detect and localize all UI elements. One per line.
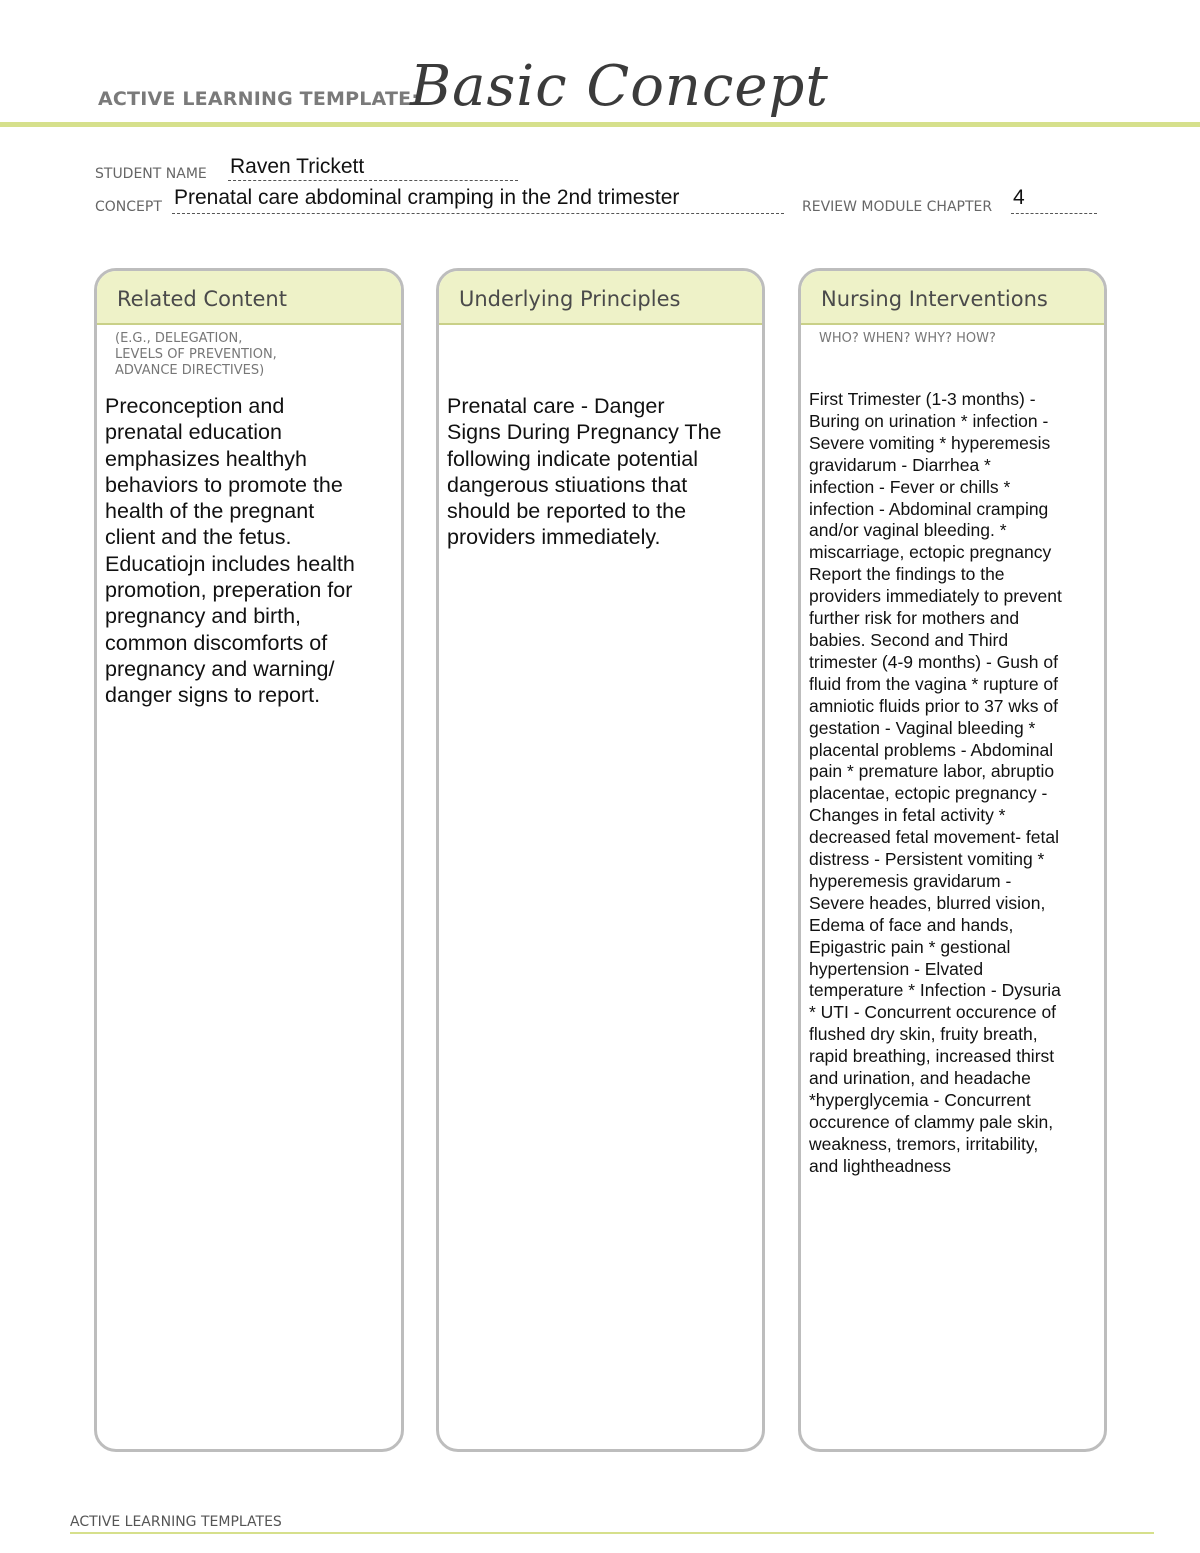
review-module-underline [1011,213,1097,214]
concept-label: CONCEPT [95,199,162,215]
review-module-field[interactable]: 4 [1013,186,1025,209]
related-content-body[interactable]: Preconception and prenatal education emphasizes healthyh behaviors to promote the health of the pregnant client and the fetus. Educatiojn includes health promotion, preperation for pregnancy and birth, common discomforts of pregnancy and warning/ danger signs to report. [105,394,355,708]
related-content-panel [94,268,404,1452]
review-module-label: REVIEW MODULE CHAPTER [802,199,993,215]
concept-underline [172,213,784,214]
student-name-underline [228,180,518,181]
underlying-principles-panel [436,268,765,1452]
nursing-interventions-body[interactable]: First Trimester (1-3 months) - Buring on urination * infection - Severe vomiting * hyperemesis gravidarum - Diarrhea * infection - Fever or chills * infection - Abdominal cramping and/or vaginal bleeding. * miscarriage, ectopic pregnancy Report the findings to the providers immediately to prevent further risk for mothers and babies. Second and Third trimester (4-9 months) - Gush of fluid from the vagina * rupture of amniotic fluids prior to 37 wks of gestation - Vaginal bleeding * placental problems - Abdominal pain * premature labor, abruptio placentae, ectopic pregnancy - Changes in fetal activity * decreased fetal movement- fetal distress - Persistent vomiting * hyperemesis gravidarum - Severe heades, blurred vision, Edema of face and hands, Epigastric pain * gestional hypertension - Elvated temperature * Infection - Dysuria * UTI - Concurrent occurence of flushed dry skin, fruity breath, rapid breathing, increased thirst and urination, and headache *hyperglycemia - Concurrent occurence of clammy pale skin, weakness, tremors, irritability, and lightheadness [809,389,1062,1176]
student-name-label: STUDENT NAME [95,166,207,182]
nursing-interventions-panel [798,268,1107,1452]
underlying-principles-body[interactable]: Prenatal care - Danger Signs During Pregnancy The following indicate potential dangerous stiuations that should be reported to the providers immediately. [447,394,722,550]
underlying-principles-title: Underlying Principles [459,287,681,311]
nursing-interventions-title: Nursing Interventions [821,287,1048,311]
header-divider [0,122,1200,127]
related-content-header [97,271,401,325]
nursing-interventions-header [801,271,1104,325]
footer-label: ACTIVE LEARNING TEMPLATES [70,1514,282,1530]
underlying-principles-header [439,271,762,325]
student-name-field[interactable]: Raven Trickett [230,155,365,178]
related-content-subtitle: (E.G., DELEGATION, LEVELS OF PREVENTION, ADVANCE DIRECTIVES) [115,331,277,378]
page-title: Basic Concept [410,54,829,119]
related-content-title: Related Content [117,287,287,311]
nursing-interventions-subtitle: WHO? WHEN? WHY? HOW? [819,331,996,346]
template-label: ACTIVE LEARNING TEMPLATE: [98,88,420,110]
footer-divider [70,1532,1154,1534]
concept-field[interactable]: Prenatal care abdominal cramping in the 2nd trimester [174,186,680,209]
